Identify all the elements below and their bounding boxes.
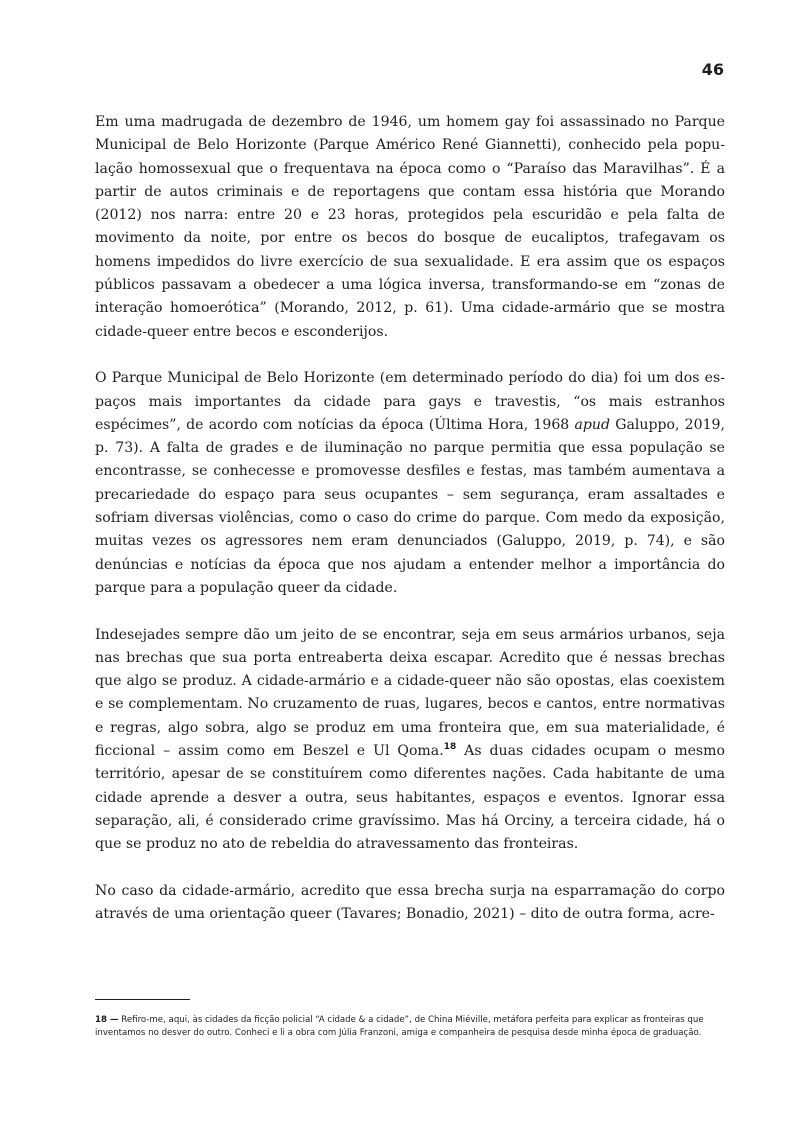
paragraph-3 bbox=[95, 624, 725, 857]
paragraph-1-text: Em uma madrugada de dezembro de 1946, um homem gay foi assassinado no Parque Municipal de Belo Horizonte (Parque Américo René Giannetti), conhecido pela população homossexual que o frequentava na época como o “Paraíso das Maravilhas”. É a partir de autos criminais e de reportagens que contam essa história que Morando (2012) nos narra: entre 20 e 23 horas, protegidos pela escuridão e pela falta de movimento da noite, por entre os becos do bosque de eucaliptos, trafegavam os homens impedidos do livre exercício de sua sexualidade. E era assim que os espaços públicos passavam a obedecer a uma lógica inversa, transformando-se em “zonas de interação homoerótica” (Morando, 2012, p. 61). Uma cidade-armário que se mostra cidade-queer entre becos e esconderijos. bbox=[95, 114, 725, 340]
paragraph-2-text-start: O Parque Municipal de Belo Horizonte (em determinado período do dia) foi um dos espaços mais importantes da cidade para gays e travestis, “os mais estranhos espécimes”, de acordo com notícias da época (Última Hora, 1968 bbox=[95, 370, 725, 433]
footnote-divider bbox=[95, 999, 190, 1000]
footnote bbox=[95, 1014, 725, 1041]
paragraph-2-italic-term: apud bbox=[574, 416, 610, 433]
paragraph-3-text-end: As duas cidades ocupam o mesmo território, apesar de se constituírem como diferentes nações. Cada habitante de uma cidade aprende a desver a outra, seus habitantes, espaços e eventos. Ignorar essa separação, ali, é considerado crime gravíssimo. Mas há Orciny, a terceira cidade, há o que se produz no ato de rebeldia do atravessamento das fronteiras. bbox=[95, 743, 725, 853]
paragraph-4-text: No caso da cidade-armário, acredito que essa brecha surja na esparramação do corpo através de uma orientação queer (Tavares; Bonadio, 2021) – dito de outra forma, acre- bbox=[95, 882, 725, 923]
paragraph-2 bbox=[95, 367, 725, 600]
body-text bbox=[95, 111, 725, 926]
paragraph-4 bbox=[95, 880, 725, 927]
footnote-number: 18 — bbox=[95, 1015, 119, 1025]
paragraph-1 bbox=[95, 111, 725, 344]
page-number: 46 bbox=[701, 60, 724, 79]
paragraph-3-text-start: Indesejades sempre dão um jeito de se encontrar, seja em seus armários urbanos, seja nas brechas que sua porta entreaberta deixa escapar. Acredito que é nessas brechas que algo se produz. A cidade-armário e a cidade-queer não são opostas, elas coexistem e se complementam. No cruzamento de ruas, lugares, becos e cantos, entre normativas e regras, algo sobra, algo se produz em uma fronteira que, em sua materialidade, é ficcional – assim como em Beszel e Ul Qoma. bbox=[95, 626, 725, 760]
paragraph-2-text-end: Galuppo, 2019, p. 73). A falta de grades e de iluminação no parque permitia que essa população se encontrasse, se conhecesse e promovesse desfiles e festas, mas também aumentava a precariedade do espaço para seus ocupantes – sem segurança, eram assaltades e sofriam diversas violências, como o caso do crime do parque. Com medo da exposição, muitas vezes os agressores nem eram denunciados (Galuppo, 2019, p. 74), e são denúncias e notícias da época que nos ajudam a entender melhor a importância do parque para a população queer da cidade. bbox=[95, 416, 725, 596]
footnote-text: Refiro-me, aqui, às cidades da ficção policial “A cidade & a cidade”, de China Miéville, metáfora perfeita para explicar as fronteiras que inventamos no desver do outro. Conheci e li a obra com Júlia Franzoni, amiga e companheira de pesquisa desde minha época de graduação. bbox=[95, 1015, 704, 1039]
footnote-reference[interactable]: 18 bbox=[443, 742, 457, 753]
